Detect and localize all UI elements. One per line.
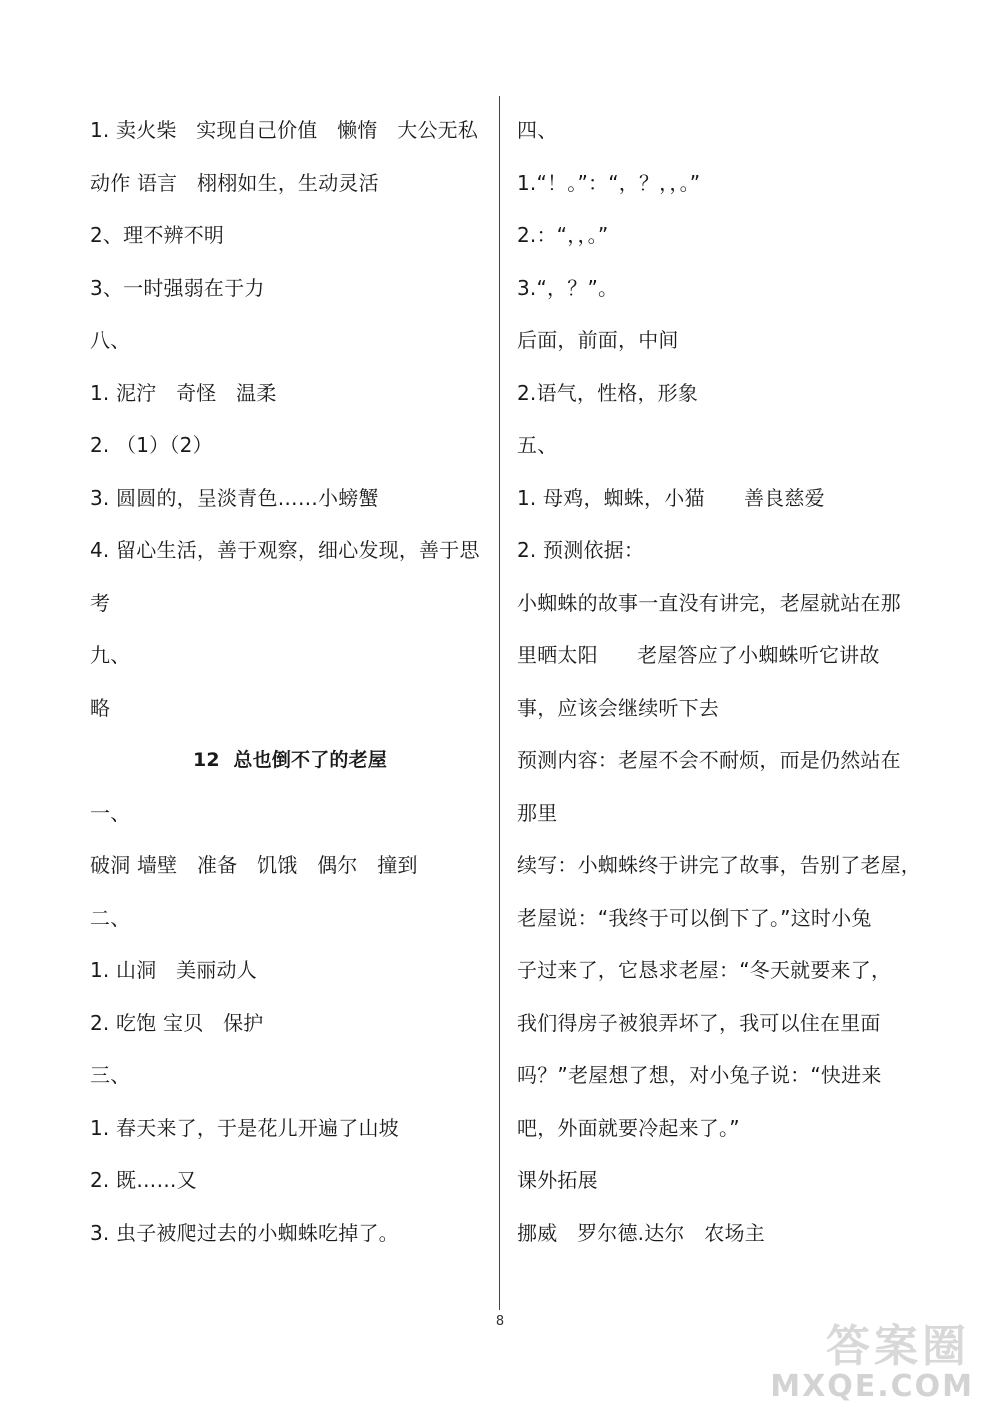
answer-line: 考 — [90, 590, 111, 615]
answer-line: 1. 卖火柴 实现自己价值 懒惰 大公无私 — [90, 118, 479, 142]
answer-line: 子过来了，它恳求老屋：“冬天就要来了， — [517, 958, 892, 982]
watermark-logo — [738, 1310, 978, 1406]
watermark-en: MXQE.COM — [770, 1369, 974, 1404]
answer-line: 略 — [90, 695, 111, 720]
answer-line: 2. 既……又 — [90, 1168, 197, 1192]
page-number: 8 — [495, 1314, 505, 1329]
answer-line: 破洞 墙壁 准备 饥饿 偶尔 撞到 — [90, 853, 418, 877]
right-column — [517, 104, 921, 1259]
answer-line: 3、一时强弱在于力 — [90, 275, 265, 300]
section-heading: 五、 — [517, 433, 558, 457]
answer-line: 1. 泥泞 奇怪 温柔 — [90, 380, 277, 405]
answer-line: 3. 圆圆的，呈淡青色……小螃蟹 — [90, 485, 379, 510]
answer-line: 2.：“，，。” — [517, 223, 609, 247]
section-heading: 九、 — [90, 643, 131, 667]
section-heading: 课外拓展 — [517, 1168, 598, 1192]
section-heading: 二、 — [90, 905, 131, 930]
column-divider — [499, 96, 500, 1310]
answer-line: 3.“，？”。 — [517, 275, 619, 300]
section-heading: 三、 — [90, 1063, 131, 1087]
lesson-title: 12 总也倒不了的老屋 — [192, 749, 388, 771]
answer-line: 2.语气，性格，形象 — [517, 380, 699, 405]
answer-line: 里晒太阳 老屋答应了小蜘蛛听它讲故 — [517, 643, 880, 667]
answer-line: 2. 预测依据： — [517, 538, 645, 562]
answer-line: 我们得房子被狼弄坏了，我可以住在里面 — [517, 1010, 881, 1035]
watermark-cn: 答案圈 — [826, 1321, 970, 1372]
answer-line: 4. 留心生活，善于观察，细心发现，善于思 — [90, 538, 480, 562]
answer-line: 事，应该会继续听下去 — [517, 695, 719, 720]
answer-line: 1. 母鸡，蜘蛛，小猫 善良慈爱 — [517, 485, 825, 510]
answer-line: 那里 — [517, 800, 558, 825]
answer-line: 吗？”老屋想了想，对小兔子说：“快进来 — [517, 1063, 882, 1087]
answer-line: 1.“！。”：“，？，，。” — [517, 170, 701, 195]
answer-line: 1. 春天来了，于是花儿开遍了山坡 — [90, 1115, 399, 1140]
answer-line: 挪威 罗尔德.达尔 农场主 — [517, 1220, 765, 1245]
answer-line: 2. （1）（2） — [90, 433, 213, 457]
answer-line: 小蜘蛛的故事一直没有讲完，老屋就站在那 — [517, 590, 901, 615]
section-heading: 四、 — [517, 118, 558, 142]
answer-line: 3. 虫子被爬过去的小蜘蛛吃掉了。 — [90, 1220, 399, 1245]
answer-line: 后面，前面，中间 — [517, 328, 679, 352]
answer-line: 2、理不辨不明 — [90, 223, 225, 247]
section-heading: 八、 — [90, 328, 131, 352]
answer-line: 预测内容：老屋不会不耐烦，而是仍然站在 — [517, 748, 901, 772]
answer-line: 2. 吃饱 宝贝 保护 — [90, 1010, 264, 1035]
answer-line: 动作 语言 栩栩如生，生动灵活 — [90, 170, 379, 195]
left-column — [90, 104, 490, 1259]
section-heading: 一、 — [90, 800, 131, 825]
answer-line: 吧，外面就要冷起来了。” — [517, 1115, 740, 1140]
answer-line: 老屋说：“我终于可以倒下了。”这时小兔 — [517, 905, 872, 930]
answer-line: 续写：小蜘蛛终于讲完了故事，告别了老屋， — [517, 853, 921, 877]
answer-line: 1. 山洞 美丽动人 — [90, 958, 257, 982]
